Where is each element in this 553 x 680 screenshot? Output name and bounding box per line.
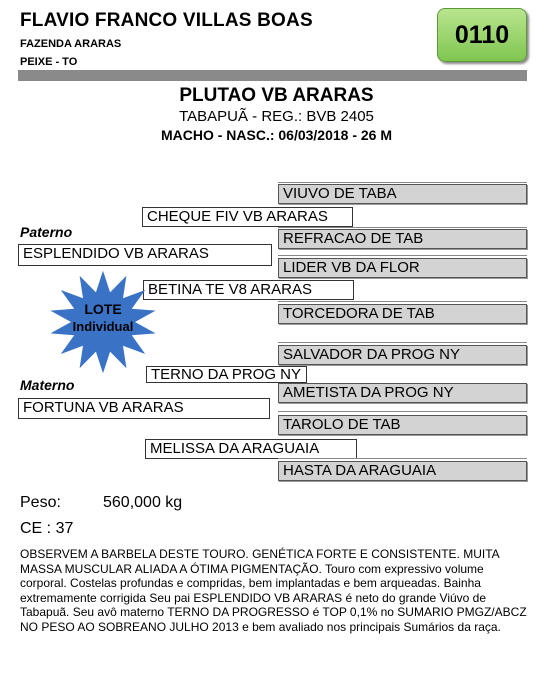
pedigree-line [278, 342, 527, 343]
pedigree-dam-sire-dam: AMETISTA DA PROG NY [278, 383, 527, 403]
animal-sex-birth: MACHO - NASC.: 06/03/2018 - 26 M [160, 127, 393, 143]
pedigree-sire-sire-sire: VIUVO DE TABA [278, 184, 527, 204]
location: PEIXE - TO [20, 56, 78, 68]
animal-registration: TABAPUÃ - REG.: BVB 2405 [179, 108, 374, 125]
weight-value: 560,000 kg [103, 494, 183, 511]
pedigree-dam-dam-sire: TAROLO DE TAB [278, 415, 527, 435]
paternal-label: Paterno [20, 224, 73, 240]
pedigree-dam-sire: TERNO DA PROG NY [146, 366, 307, 383]
pedigree-sire-sire-dam: REFRACAO DE TAB [278, 229, 527, 249]
scrotal-circumference: CE : 37 [20, 520, 74, 537]
pedigree-sire-dam-dam: TORCEDORA DE TAB [278, 304, 527, 324]
pedigree-line [278, 411, 527, 412]
lote-badge-line1: LOTE [84, 301, 122, 317]
pedigree-dam-dam-dam: HASTA DA ARAGUAIA [278, 461, 527, 481]
weight-label: Peso: [20, 494, 61, 511]
animal-name: PLUTAO VB ARARAS [179, 85, 374, 106]
header-divider [18, 70, 527, 81]
pedigree-sire: ESPLENDIDO VB ARARAS [18, 244, 272, 266]
pedigree-line [278, 182, 527, 183]
pedigree-line [278, 255, 527, 256]
pedigree-dam-sire-sire: SALVADOR DA PROG NY [278, 345, 527, 365]
animal-description: OBSERVEM A BARBELA DESTE TOURO. GENÉTICA FORTE E CONSISTENTE. MUITA MASSA MUSCULAR ALIADA A ÓTIMA PIGMENTAÇÃO. Touro com expressivo volume corporal. Costelas profundas e compridas, bem implantadas e bem arqueadas. Bainha extremamente corrigida Seu pai ESPLENDIDO VB ARARAS é neto do grande Viúvo de Tabapuã. Seu avô materno TERNO DA PROGRESSO é TOP 0,1% no SUMARIO PMGZ/ABCZ NO PESO AO SOBREANO JULHO 2013 e bem avaliado nos principais Sumários da raça. [20, 547, 527, 634]
pedigree-dam-dam: MELISSA DA ARAGUAIA [145, 439, 357, 459]
owner-name: FLAVIO FRANCO VILLAS BOAS [20, 10, 313, 31]
lote-badge-text [36, 300, 170, 336]
pedigree-line [278, 301, 527, 302]
pedigree-sire-sire: CHEQUE FIV VB ARARAS [142, 207, 353, 227]
pedigree-line [278, 227, 527, 228]
pedigree-sire-dam-sire: LIDER VB DA FLOR [278, 258, 527, 278]
pedigree-dam: FORTUNA VB ARARAS [18, 398, 270, 419]
pedigree-line [278, 458, 527, 459]
pedigree-sire-dam: BETINA TE V8 ARARAS [143, 280, 354, 300]
farm-name: FAZENDA ARARAS [20, 38, 122, 50]
lote-badge-line2: Individual [72, 319, 134, 334]
maternal-label: Materno [20, 377, 75, 393]
lot-number-badge: 0110 [437, 8, 527, 62]
